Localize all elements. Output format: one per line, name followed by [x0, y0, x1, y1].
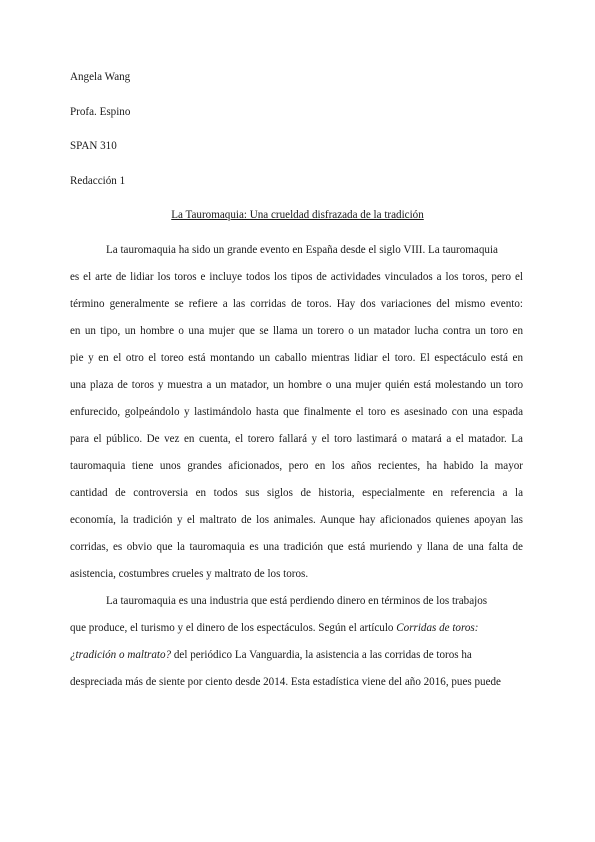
paragraph-2-text: del periódico La Vanguardia, la asistencia a las corridas de toros ha: [171, 649, 472, 661]
paragraph-1-line: enfurecido, golpeándolo y lastimándolo hasta que finalmente el toro es asesinado con una espada: [70, 406, 523, 418]
article-title: ¿tradición o maltrato?: [70, 649, 172, 661]
paragraph-1-line: corridas, es obvio que la tauromaquia es una tradición que está muriendo y llana de una falta de: [70, 541, 523, 553]
course-code: SPAN 310: [70, 140, 117, 152]
author-name: Angela Wang: [70, 71, 131, 83]
paragraph-1-line: asistencia, costumbres crueles y maltrato de los toros.: [70, 568, 309, 580]
paragraph-2-line: [70, 615, 523, 642]
paragraph-1-line: es el arte de lidiar los toros e incluye todos los tipos de actividades vinculados a los toros, pero el: [70, 271, 523, 283]
assignment-name: Redacción 1: [70, 175, 126, 187]
article-title: Corridas de toros:: [396, 622, 479, 634]
paragraph-2-line: [70, 642, 523, 669]
essay-title: La Tauromaquia: Una crueldad disfrazada de la tradición: [171, 209, 424, 221]
paragraph-1-line: tauromaquia tiene unos grandes aficionados, pero en los años recientes, ha habido la mayor: [70, 460, 523, 472]
paragraph-1-line: para el público. De vez en cuenta, el torero fallará y el toro lastimará o matará a el matador. La: [70, 433, 523, 445]
paragraph-1-line: pie y en el otro el toreo está montando un caballo mientras lidiar el toro. El espectáculo está en: [70, 352, 523, 364]
paragraph-1-line: en un tipo, un hombre o una mujer que se llama un torero o un matador lucha contra un toro en: [70, 325, 523, 337]
essay-body: [70, 237, 523, 696]
paragraph-2-text: que produce, el turismo y el dinero de los espectáculos. Según el artículo: [70, 622, 397, 634]
paragraph-1-line: economía, la tradición y el maltrato de los animales. Aunque hay aficionados quienes apoyan las: [70, 514, 523, 526]
professor-name: Profa. Espino: [70, 106, 131, 118]
paragraph-1-line: cantidad de controversia en todos sus siglos de historia, especialmente en referencia a la: [70, 487, 523, 499]
paragraph-2-line: La tauromaquia es una industria que está perdiendo dinero en términos de los trabajos: [106, 595, 488, 607]
paragraph-1-line: La tauromaquia ha sido un grande evento en España desde el siglo VIII. La tauromaquia: [106, 244, 498, 256]
paragraph-1-line: término generalmente se refiere a las corridas de toros. Hay dos variaciones del mismo evento:: [70, 298, 523, 310]
paragraph-1-line: una plaza de toros y muestra a un matador, un hombre o una mujer quién está molestando un toro: [70, 379, 523, 391]
paragraph-2-line: despreciada más de siente por ciento desde 2014. Esta estadística viene del año 2016, pues puede: [70, 676, 501, 688]
